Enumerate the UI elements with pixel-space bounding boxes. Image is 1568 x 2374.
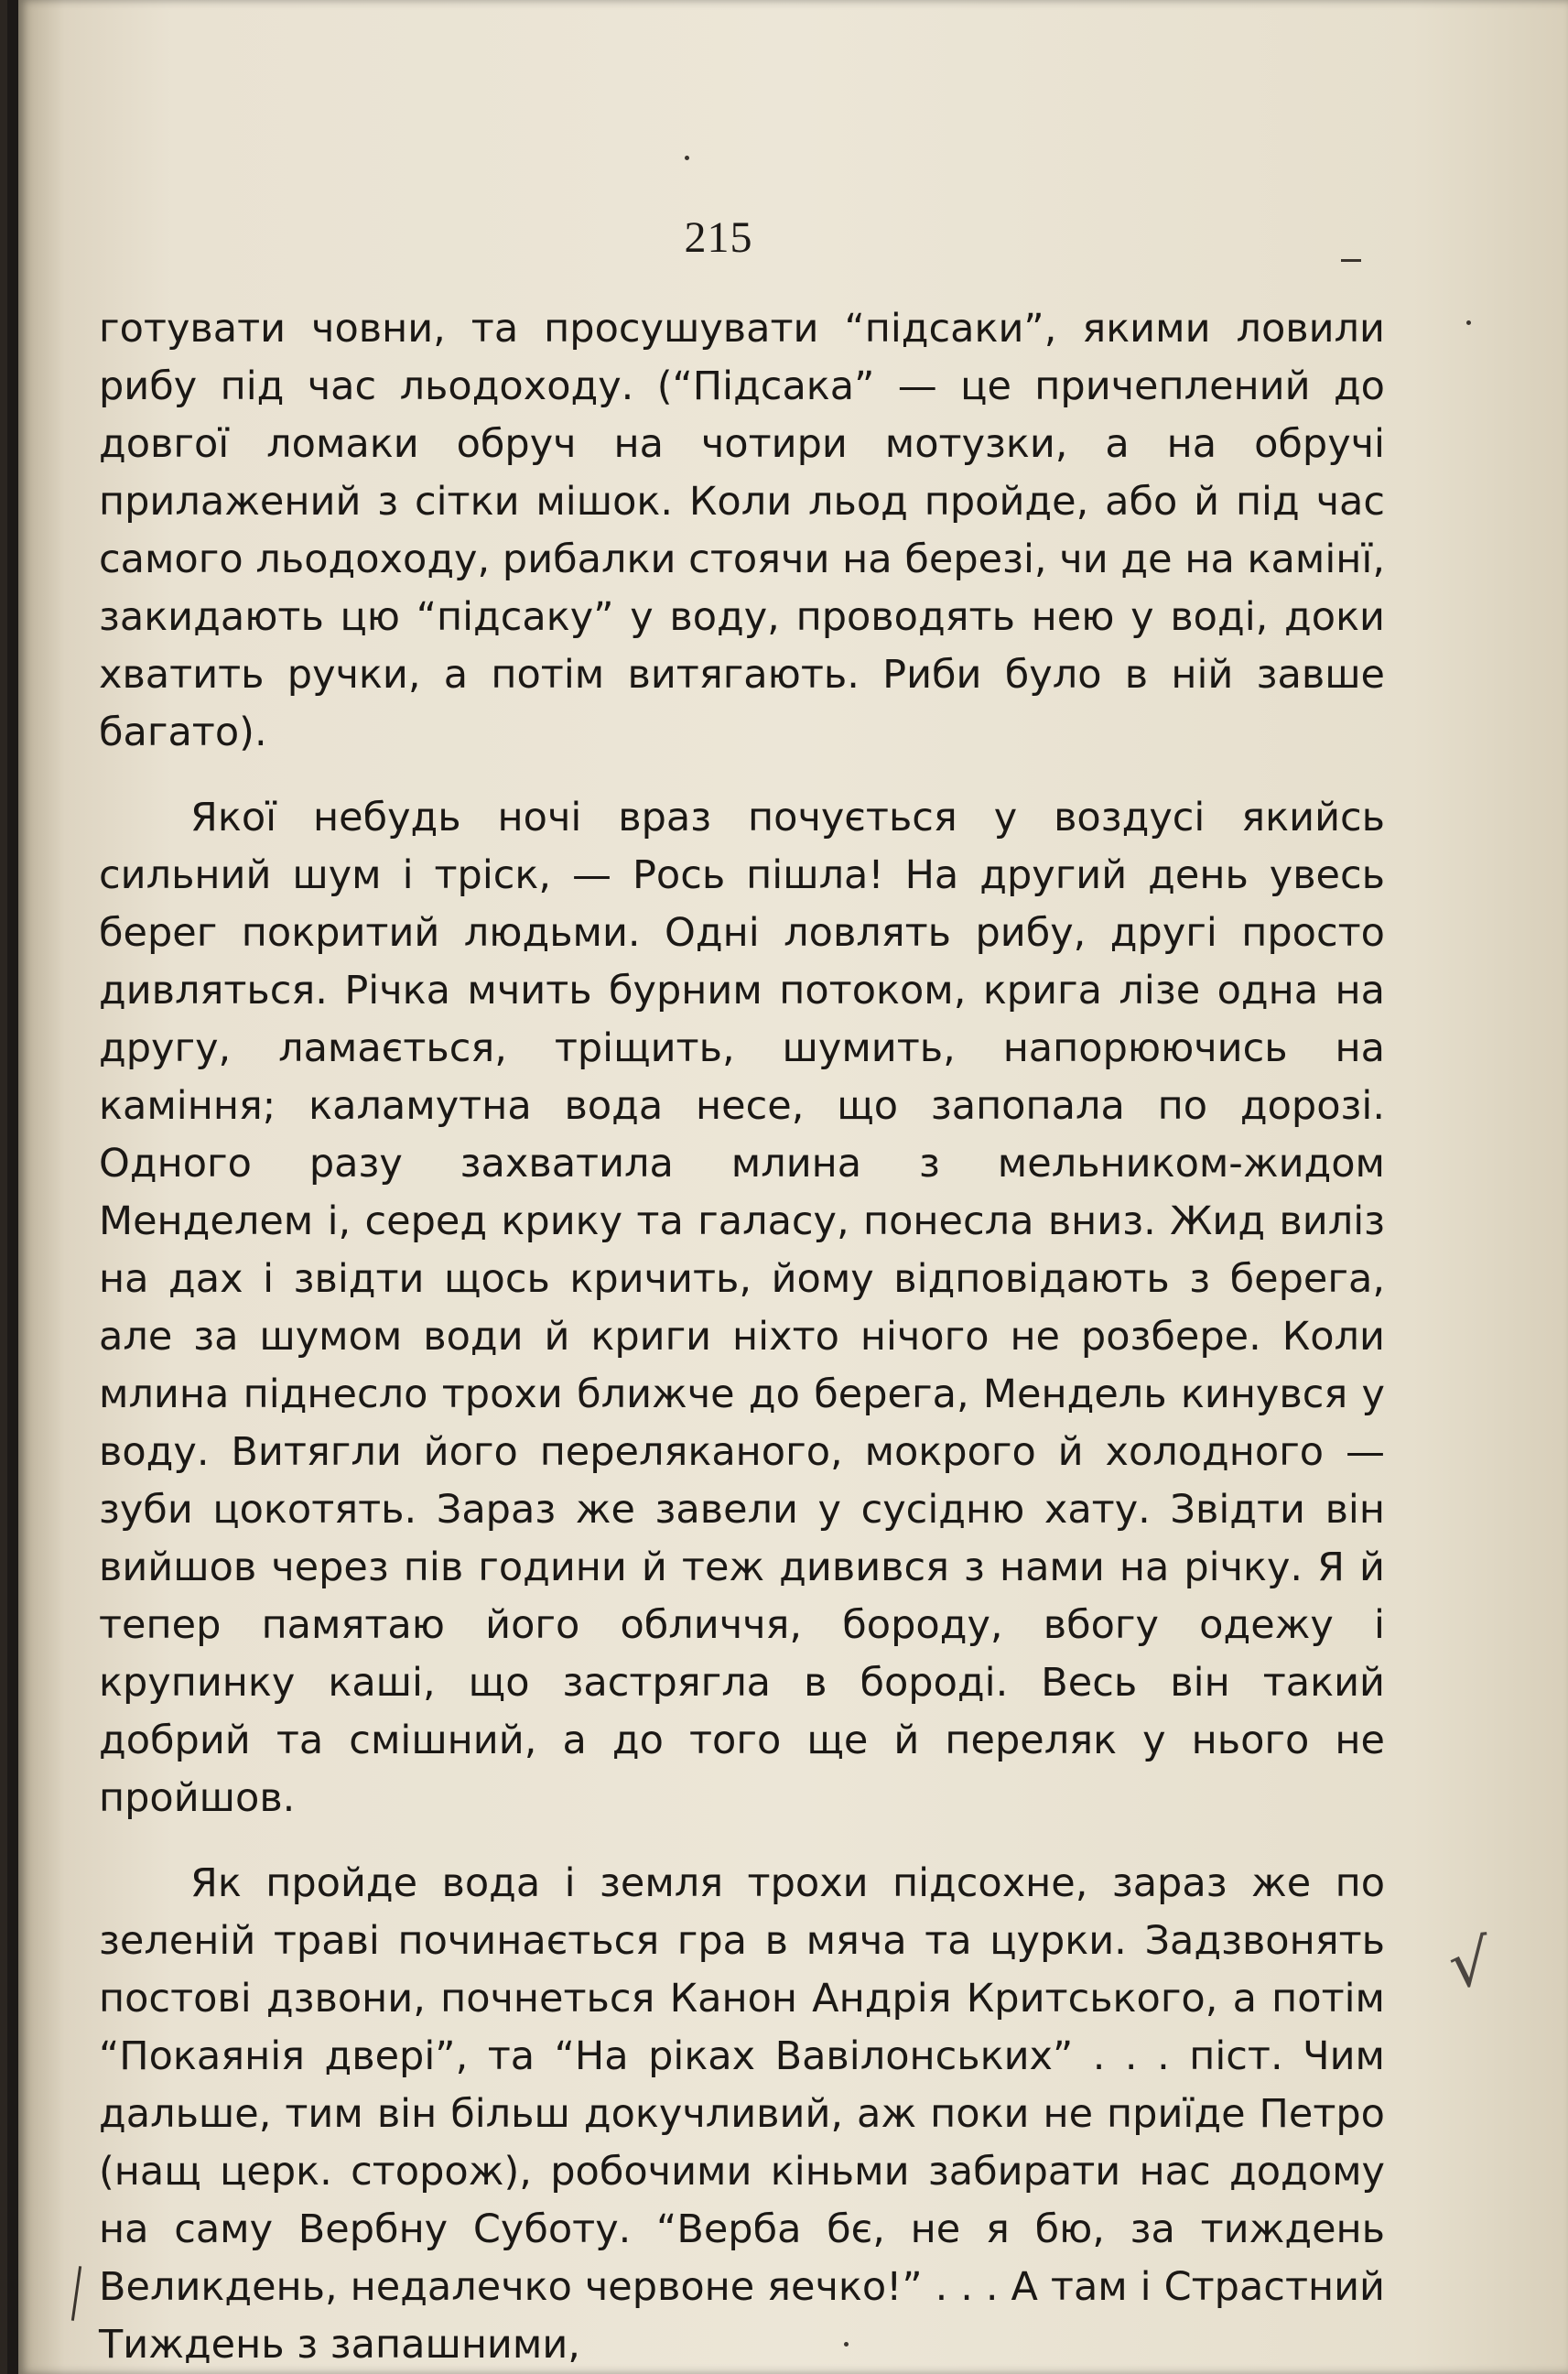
margin-pencil-stroke: [71, 2266, 81, 2321]
page-body: [99, 300, 1385, 2374]
page-number: 215: [684, 213, 753, 262]
paragraph-2: Якої небудь ночі враз почується у воздусі якийсь сильний шум і тріск, — Рось пішла! На другий день увесь берег покритий людьми. Одні ловлять рибу, другі просто дивляться. Річка мчить бурним потоком, крига лізе одна на другу, ламається, тріщить, шумить, напорюючись на каміння; каламутна вода несе, що запопала по дорозі. Одного разу захватила млина з мельником-жидом Менделем і, серед крику та галасу, понесла вниз. Жид виліз на дах і звідти щось кричить, йому відповідають з берега, але за шумом води й криги ніхто нічого не розбере. Коли млина піднесло трохи ближче до берега, Мендель кинувся у воду. Витягли його переляканого, мокрого й холодного — зуби цокотять. Зараз же завели у сусідню хату. Звідти він вийшов через пів години й теж дивився з нами на річку. Я й тепер памятаю його обличчя, бороду, вбогу одежу і крупинку каші, що застрягла в бороді. Весь він такий добрий та смішний, а до того ще й переляк у нього не пройшов.: [99, 795, 1385, 1821]
handwritten-checkmark: √: [1444, 1924, 1494, 2004]
paragraph-3: Як пройде вода і земля трохи підсохне, зараз же по зеленій траві починається гра в мяча та цурки. Задзвонять постові дзвони, почнеться Канон Андрія Критського, а потім “Покаянія двері”, та “На ріках Вавілонських” . . . піст. Чим дальше, тим він більш докучливий, аж поки не приїде Петро (нащ церк. сторож), робочими кіньми забирати нас додому на саму Вербну Суботу. “Верба бє, не я бю, за тиждень Великдень, недалечко червоне яечко!” . . . А там і Страстний Тиждень з запашними,: [99, 1860, 1385, 2368]
paper-speck: [844, 2342, 849, 2347]
paper-speck: [1466, 320, 1471, 325]
paper-speck: [685, 156, 689, 160]
book-gutter: [0, 0, 7, 2374]
header-dash-mark: [1341, 259, 1361, 262]
book-page: [18, 0, 1568, 2374]
paragraph-1: готувати човни, та просушувати “підсаки”, якими ловили рибу під час льодоходу. (“Підсака” — це причеплений до довгої ломаки обруч на чотири мотузки, а на обручі прилажений з сітки мішок. Коли льод пройде, або й під час самого льодоходу, рибалки стоячи на березі, чи де на камінї, закидають цю “підсаку” у воду, проводять нею у воді, доки хватить ручки, а потім витягають. Риби було в ній завше багато).: [99, 306, 1385, 755]
